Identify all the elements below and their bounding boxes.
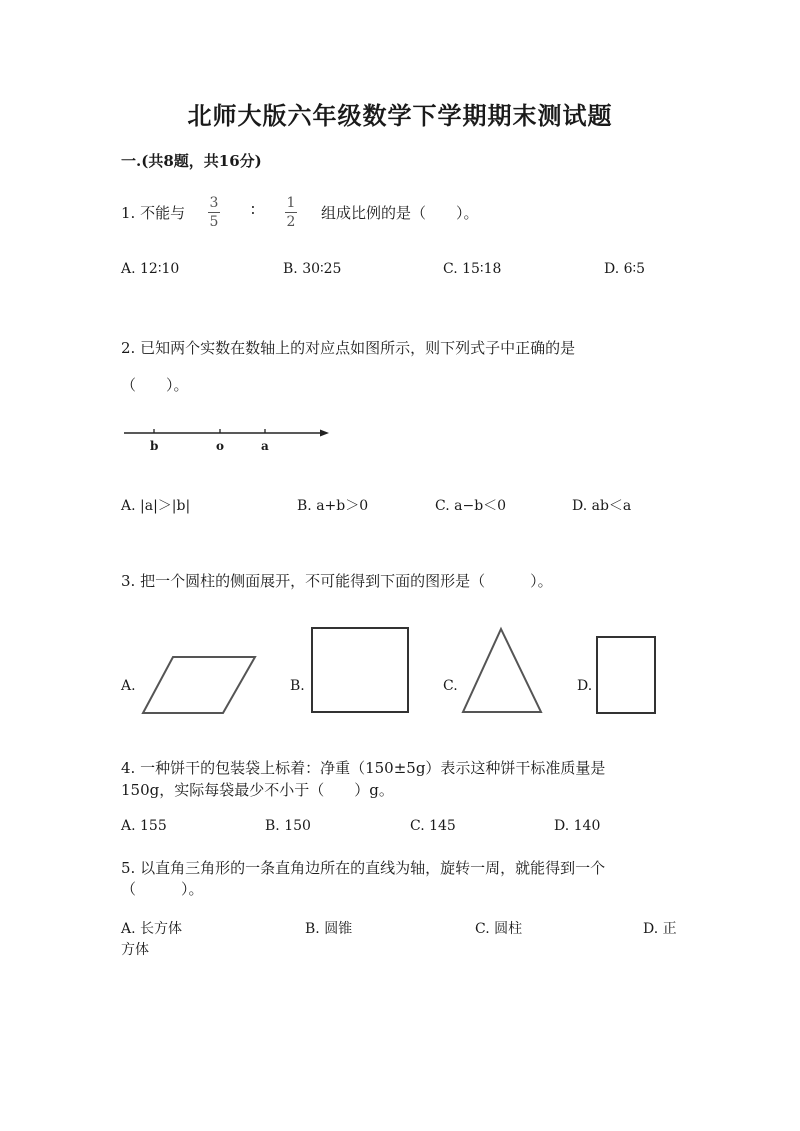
- question-5-line1: 5. 以直角三角形的一条直角边所在的直线为轴，旋转一周，就能得到一个: [121, 859, 606, 877]
- axis-label-a: a: [261, 439, 269, 453]
- triangle-shape: [461, 626, 545, 716]
- q1-option-d[interactable]: D. 6∶5: [604, 261, 646, 277]
- q1-option-b[interactable]: B. 30∶25: [283, 261, 342, 277]
- question-1-suffix: 组成比例的是（ ）。: [321, 204, 479, 222]
- fraction-numerator: 3: [209, 195, 219, 211]
- rectangle-shape: [596, 636, 658, 716]
- ratio-colon: ∶: [251, 201, 255, 219]
- fraction-denominator: 5: [209, 214, 219, 230]
- number-line-arrow: [320, 430, 329, 437]
- fraction-1-2: [285, 196, 297, 230]
- q5-option-d[interactable]: D. 正: [643, 921, 677, 937]
- q1-option-a[interactable]: A. 12∶10: [121, 261, 180, 277]
- page-title: 北师大版六年级数学下学期期末测试题: [187, 101, 613, 130]
- large-square-shape: [311, 627, 411, 715]
- q4-option-a[interactable]: A. 155: [121, 818, 167, 834]
- q3-option-d[interactable]: D.: [577, 678, 593, 694]
- q2-option-c[interactable]: C. a−b＜0: [435, 498, 507, 514]
- q4-option-b[interactable]: B. 150: [265, 818, 311, 834]
- q5-option-c[interactable]: C. 圆柱: [475, 921, 523, 937]
- question-4-line2: 150g，实际每袋最少不小于（ ）g。: [121, 781, 394, 799]
- q2-option-a[interactable]: A. |a|＞|b|: [121, 498, 191, 514]
- q2-option-d[interactable]: D. ab＜a: [572, 498, 632, 514]
- fraction-bar: [208, 212, 220, 213]
- question-2-line2: （ ）。: [121, 376, 189, 394]
- q3-option-b[interactable]: B.: [290, 678, 305, 694]
- q4-option-d[interactable]: D. 140: [554, 818, 601, 834]
- fraction-bar: [285, 212, 297, 213]
- question-5-line2: （ ）。: [121, 880, 204, 898]
- parallelogram-shape: [141, 654, 261, 716]
- axis-label-o: o: [216, 439, 225, 453]
- fraction-denominator: 2: [286, 214, 296, 230]
- q3-option-c[interactable]: C.: [443, 678, 458, 694]
- q5-option-a[interactable]: A. 长方体: [121, 921, 183, 937]
- q5-option-b[interactable]: B. 圆锥: [305, 921, 353, 937]
- axis-label-b: b: [150, 439, 159, 453]
- question-2-line1: 2. 已知两个实数在数轴上的对应点如图所示，则下列式子中正确的是: [121, 339, 576, 357]
- q3-option-a[interactable]: A.: [121, 678, 136, 694]
- q1-option-c[interactable]: C. 15∶18: [443, 261, 502, 277]
- q5-option-d-continuation: 方体: [121, 942, 149, 958]
- q4-option-c[interactable]: C. 145: [410, 818, 456, 834]
- q2-option-b[interactable]: B. a+b＞0: [297, 498, 369, 514]
- fraction-3-5: [208, 196, 220, 230]
- question-4-line1: 4. 一种饼干的包装袋上标着：净重（150±5g）表示这种饼干标准质量是: [121, 759, 606, 777]
- section-header: 一.(共8题，共16分): [121, 152, 262, 170]
- question-1-prefix: 1. 不能与: [121, 204, 186, 222]
- fraction-numerator: 1: [286, 195, 296, 211]
- question-3-text: 3. 把一个圆柱的侧面展开，不可能得到下面的图形是（ ）。: [121, 572, 553, 590]
